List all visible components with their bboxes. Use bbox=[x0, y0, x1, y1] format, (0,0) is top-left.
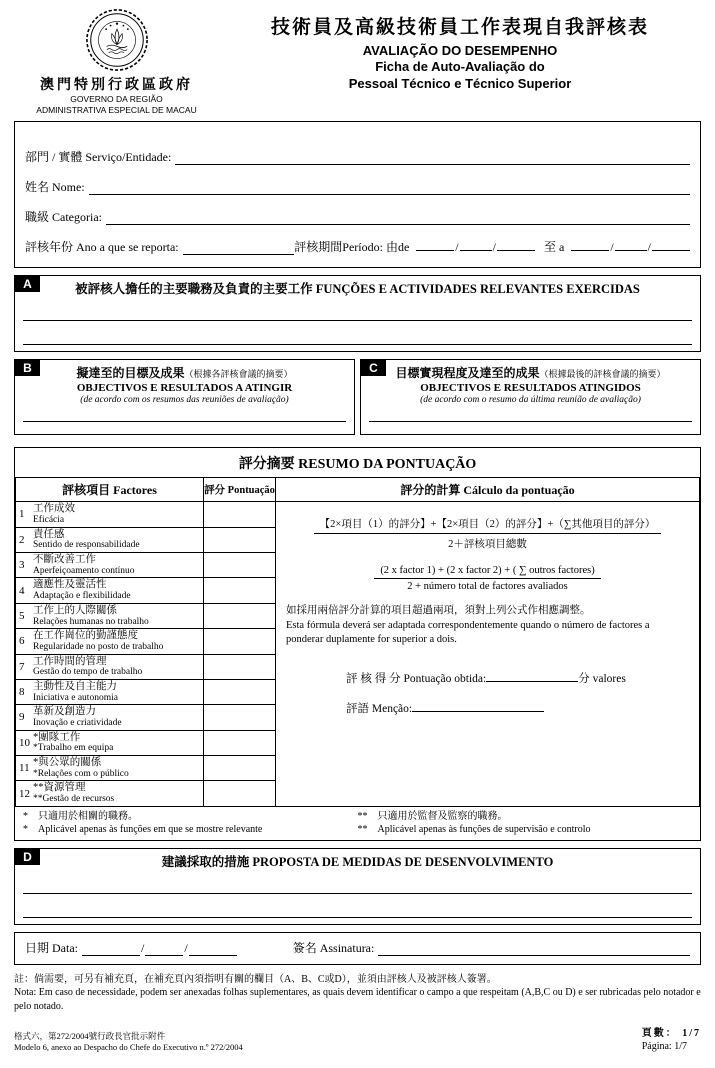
factor-name-pt: Adaptação e flexibilidade bbox=[33, 591, 131, 602]
page-number-pt: Página: 1/7 bbox=[641, 1041, 687, 1053]
mention-input[interactable] bbox=[412, 700, 544, 712]
factor-cell-11 bbox=[16, 756, 204, 781]
service-input-line[interactable] bbox=[175, 152, 690, 165]
factor-score-input-12[interactable] bbox=[204, 781, 276, 806]
footnote-star bbox=[23, 810, 358, 836]
service-field bbox=[25, 148, 690, 165]
period-from-day-line[interactable] bbox=[416, 239, 454, 251]
section-d bbox=[14, 848, 701, 925]
period-to-day-line[interactable] bbox=[571, 239, 609, 251]
factor-cell-4 bbox=[16, 578, 204, 603]
section-b-title-pt: OBJECTIVOS E RESULTADOS A ATINGIR bbox=[76, 382, 293, 395]
date-separator: / bbox=[647, 240, 651, 255]
page-footer bbox=[14, 1027, 701, 1053]
factor-number: 8 bbox=[19, 686, 25, 699]
macau-emblem-icon bbox=[85, 8, 149, 72]
factors-column-header: 評核項目 Factores bbox=[16, 478, 204, 502]
score-table bbox=[15, 477, 700, 807]
section-a-writing-line-2[interactable] bbox=[23, 321, 692, 345]
section-b-badge: B bbox=[15, 360, 40, 376]
obtained-score-input[interactable] bbox=[486, 670, 578, 682]
form-title-pt bbox=[219, 43, 701, 92]
government-name-pt-line2: ADMINISTRATIVA ESPECIAL DE MACAU bbox=[36, 104, 197, 115]
period-group bbox=[294, 238, 690, 255]
factor-cell-6 bbox=[16, 629, 204, 654]
factor-name-cn: 主動性及自主能力 bbox=[33, 680, 117, 692]
score-summary-title: 評分摘要 RESUMO DA PONTUAÇÃO bbox=[238, 457, 477, 473]
form-title-pt-line3: Pessoal Técnico e Técnico Superior bbox=[348, 75, 572, 91]
name-field bbox=[25, 178, 690, 195]
date-separator: / bbox=[455, 240, 459, 255]
factor-name-pt: Sentido de responsabilidade bbox=[33, 540, 140, 551]
signature-label: 簽名 Assinatura: bbox=[292, 940, 375, 955]
section-a-writing-line-1[interactable] bbox=[23, 297, 692, 321]
section-c-title-cn-note: （根據最後的評核會議的摘要） bbox=[539, 369, 666, 380]
formula-cn bbox=[286, 516, 689, 551]
form-title-cn: 技術員及高級技術員工作表現自我評核表 bbox=[270, 17, 649, 38]
factor-score-input-4[interactable] bbox=[204, 578, 276, 603]
form-title-block bbox=[219, 6, 701, 115]
factor-number: 12 bbox=[19, 787, 30, 800]
formula-pt bbox=[286, 565, 689, 592]
date-separator: / bbox=[141, 940, 145, 955]
section-a-badge: A bbox=[15, 276, 40, 292]
footnote-star-cn: * 只適用於相關的職務。 bbox=[23, 810, 138, 822]
factor-number: 4 bbox=[19, 584, 25, 597]
model-reference bbox=[14, 1031, 243, 1053]
name-input-line[interactable] bbox=[89, 182, 690, 195]
factor-number: 9 bbox=[19, 711, 25, 724]
formula-pt-numerator: (2 x factor 1) + (2 x factor 2) + ( ∑ outros factores) bbox=[374, 565, 600, 579]
factor-name-cn: *團隊工作 bbox=[33, 731, 81, 743]
period-to-year-line[interactable] bbox=[652, 239, 690, 251]
date-day-line[interactable] bbox=[82, 944, 140, 956]
government-name-pt bbox=[14, 94, 219, 115]
factor-score-input-7[interactable] bbox=[204, 654, 276, 679]
footnote-star-pt: * Aplicável apenas às funções em que se mostre relevante bbox=[23, 823, 263, 835]
obtained-score-line bbox=[286, 670, 689, 686]
government-name-cn: 澳門特別行政區政府 bbox=[40, 78, 193, 93]
model-reference-cn: 格式六，第272/2004號行政長官批示附件 bbox=[14, 1031, 166, 1042]
section-c-subtitle: (de acordo com o resumo da última reunião de avaliação) bbox=[420, 395, 641, 406]
government-block bbox=[14, 6, 219, 115]
mention-label: 評語 Menção: bbox=[346, 703, 413, 716]
category-field bbox=[25, 208, 690, 225]
date-signature-box bbox=[14, 932, 701, 965]
factor-name-cn: 適應性及靈活性 bbox=[33, 579, 107, 591]
model-reference-pt: Modelo 6, anexo ao Despacho do Chefe do Executivo n.º 272/2004 bbox=[14, 1042, 243, 1053]
factor-name-pt: *Trabalho em equipa bbox=[33, 743, 114, 754]
year-label: 評核年份 Ano a que se reporta: bbox=[25, 240, 179, 255]
date-year-line[interactable] bbox=[189, 944, 237, 956]
year-input-line[interactable] bbox=[183, 243, 295, 255]
factor-name-pt: Eficácia bbox=[33, 515, 65, 525]
formula-pt-denominator: 2 + número total de factores avaliados bbox=[407, 581, 568, 593]
category-input-line[interactable] bbox=[106, 212, 690, 225]
section-c-title-cn-text: 目標實現程度及達至的成果 bbox=[395, 366, 540, 381]
section-c-badge: C bbox=[361, 360, 386, 376]
score-table-header-row bbox=[16, 478, 700, 502]
factor-number: 5 bbox=[19, 609, 25, 622]
factor-cell-2 bbox=[16, 527, 204, 552]
date-separator: / bbox=[492, 240, 496, 255]
factor-number: 1 bbox=[19, 508, 25, 521]
date-label: 日期 Data: bbox=[25, 940, 78, 955]
factor-number: 11 bbox=[19, 762, 30, 775]
identification-box bbox=[14, 121, 701, 268]
factor-cell-8 bbox=[16, 679, 204, 704]
date-separator: / bbox=[610, 240, 614, 255]
factor-score-input-3[interactable] bbox=[204, 553, 276, 578]
section-b-title-cn-note: （根據各評核會議的摘要） bbox=[184, 369, 293, 380]
period-from-year-line[interactable] bbox=[497, 239, 535, 251]
factor-score-input-5[interactable] bbox=[204, 603, 276, 628]
factor-score-input-9[interactable] bbox=[204, 705, 276, 730]
factor-score-input-10[interactable] bbox=[204, 730, 276, 755]
period-label: 評核期間Período: 由de bbox=[294, 240, 410, 255]
obtained-score-label: 評 核 得 分 Pontuação obtida: bbox=[346, 673, 487, 686]
date-month-line[interactable] bbox=[145, 944, 183, 956]
factor-cell-12 bbox=[16, 781, 204, 806]
factor-name-pt: *Relações com o público bbox=[33, 768, 129, 779]
note-cn: 註：倘需要，可另有補充頁，在補充頁內須指明有關的欄目（A、B、C或D），並須由評核人及被評核人簽署。 bbox=[14, 973, 497, 985]
note-pt: Nota: Em caso de necessidade, podem ser anexadas folhas suplementares, as quais devem identificar o campo a que respeitam (A,B,C ou D) e ser rubricadas pelo notador e pelo notado. bbox=[14, 987, 701, 1012]
factor-name-cn: 在工作崗位的勤謹態度 bbox=[33, 630, 138, 642]
footnote-double-star-cn: ** 只適用於監督及監察的職務。 bbox=[357, 810, 508, 822]
section-c bbox=[360, 359, 701, 435]
section-a-title: 被評核人擔任的主要職務及負責的主要工作 FUNÇÕES E ACTIVIDADES RELEVANTES EXERCIDAS bbox=[75, 282, 640, 297]
formula-adjust-note bbox=[286, 604, 689, 646]
form-header bbox=[14, 6, 701, 115]
factor-name-pt: Aperfeiçoamento contínuo bbox=[33, 565, 135, 576]
factor-name-cn: 責任感 bbox=[33, 528, 65, 540]
category-label: 職級 Categoria: bbox=[25, 210, 102, 225]
notes-block bbox=[14, 973, 701, 1014]
footnote-double-star-pt: ** Aplicável apenas às funções de supervisão e controlo bbox=[357, 823, 591, 835]
formula-adjust-note-pt: Esta fórmula deverá ser adaptada correspondentemente quando o número de factores a ponderar duplamente for superior a dois. bbox=[286, 619, 650, 645]
factor-number: 2 bbox=[19, 533, 25, 546]
name-label: 姓名 Nome: bbox=[25, 180, 85, 195]
sections-b-c-row bbox=[14, 359, 701, 435]
factor-name-pt: Regularidade no posto de trabalho bbox=[33, 641, 164, 652]
section-d-title: 建議採取的措施 PROPOSTA DE MEDIDAS DE DESENVOLVIMENTO bbox=[161, 854, 554, 869]
factor-cell-10 bbox=[16, 730, 204, 755]
period-to-month-line[interactable] bbox=[615, 239, 647, 251]
factor-score-input-6[interactable] bbox=[204, 629, 276, 654]
factor-number: 10 bbox=[19, 736, 30, 749]
score-summary-box bbox=[14, 447, 701, 841]
service-label: 部門 / 實體 Serviço/Entidade: bbox=[25, 150, 172, 165]
factor-name-pt: **Gestão de recursos bbox=[33, 794, 115, 805]
section-b-subtitle: (de acordo com os resumos das reuniões de avaliação) bbox=[80, 395, 289, 406]
factor-score-input-1[interactable] bbox=[204, 502, 276, 527]
formula-cn-denominator: 2＋評核項目總數 bbox=[448, 539, 527, 551]
factor-cell-1 bbox=[16, 502, 204, 527]
form-title-pt-line1: AVALIAÇÃO DO DESEMPENHO bbox=[362, 43, 558, 58]
factor-cell-3 bbox=[16, 553, 204, 578]
factor-number: 6 bbox=[19, 635, 25, 648]
section-b-title-cn bbox=[15, 364, 354, 381]
formula-adjust-note-cn: 如採用兩倍評分計算的項目超過兩項，須對上列公式作相應調整。 bbox=[286, 605, 591, 617]
factor-score-input-11[interactable] bbox=[204, 756, 276, 781]
page-number bbox=[642, 1027, 701, 1053]
calculation-cell bbox=[276, 502, 700, 807]
factor-name-pt: Inovação e criatividade bbox=[33, 718, 122, 728]
factor-cell-9 bbox=[16, 705, 204, 730]
factor-name-cn: 工作上的人際關係 bbox=[33, 604, 117, 616]
footnotes-row bbox=[15, 807, 700, 840]
factor-score-input-2[interactable] bbox=[204, 527, 276, 552]
obtained-score-unit: 分 valores bbox=[578, 673, 626, 686]
period-to-label: 至 a bbox=[543, 240, 565, 255]
section-d-badge: D bbox=[15, 849, 40, 865]
signature-input-line[interactable] bbox=[378, 943, 690, 956]
factor-row-1 bbox=[16, 502, 700, 527]
factor-number: 3 bbox=[19, 559, 25, 572]
section-c-title-pt: OBJECTIVOS E RESULTADOS ATINGIDOS bbox=[420, 382, 641, 395]
factor-name-cn: *與公眾的關係 bbox=[33, 757, 102, 768]
section-b-writing-line[interactable] bbox=[23, 421, 346, 422]
formula-cn-numerator: 【2×項目（1）的評分】+【2×項目（2）的評分】+（∑其他項目的評分） bbox=[314, 516, 662, 534]
period-from-month-line[interactable] bbox=[460, 239, 492, 251]
section-b-title-cn-text: 擬達至的目標及成果 bbox=[76, 366, 185, 381]
factor-name-cn: 不斷改善工作 bbox=[33, 554, 96, 565]
factor-cell-5 bbox=[16, 603, 204, 628]
government-name-pt-line1: GOVERNO DA REGIÃO bbox=[70, 94, 163, 104]
page-number-cn: 頁數： 1/7 bbox=[641, 1028, 701, 1040]
factor-name-pt: Iniciativa e autonomia bbox=[33, 692, 118, 703]
section-a bbox=[14, 275, 701, 352]
factor-cell-7 bbox=[16, 654, 204, 679]
section-b bbox=[14, 359, 355, 435]
factor-name-cn: 工作時間的管理 bbox=[33, 655, 107, 667]
section-d-writing-line-1[interactable] bbox=[23, 870, 692, 894]
footnote-double-star bbox=[358, 810, 693, 836]
mention-line bbox=[286, 700, 689, 716]
year-period-field bbox=[25, 238, 690, 255]
section-d-writing-line-2[interactable] bbox=[23, 894, 692, 918]
calculation-column-header: 評分的計算 Cálculo da pontuação bbox=[276, 478, 700, 502]
score-column-header: 評分 Pontuação bbox=[204, 478, 276, 502]
form-title-pt-line2: Ficha de Auto-Avaliação do bbox=[375, 59, 545, 75]
factor-name-cn: 工作成效 bbox=[33, 503, 75, 515]
factor-name-cn: **資源管理 bbox=[33, 782, 86, 794]
factor-name-pt: Gestão do tempo de trabalho bbox=[33, 667, 143, 678]
section-c-title-cn bbox=[361, 364, 700, 381]
factor-name-cn: 革新及創造力 bbox=[33, 706, 96, 718]
factor-score-input-8[interactable] bbox=[204, 679, 276, 704]
section-c-writing-line[interactable] bbox=[369, 421, 692, 422]
factor-name-pt: Relações humanas no trabalho bbox=[33, 616, 149, 627]
factor-number: 7 bbox=[19, 660, 25, 673]
date-separator: / bbox=[184, 940, 188, 955]
